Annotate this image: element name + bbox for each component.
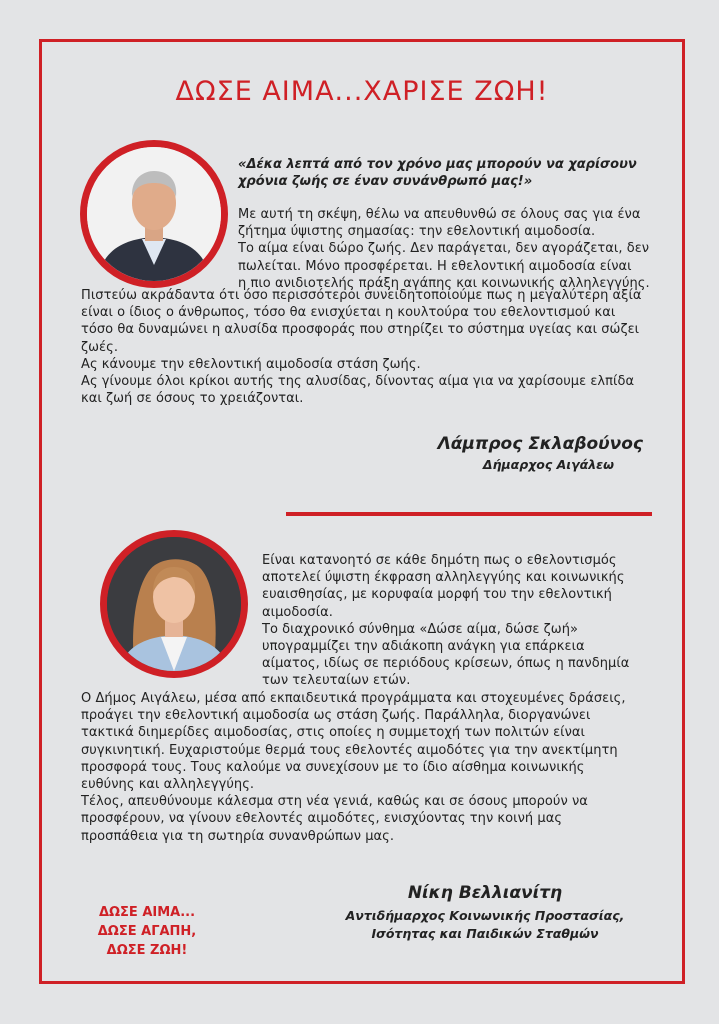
- text-line: ευθύνης και αλληλεγγύης.: [81, 777, 255, 793]
- section2-body-paragraph: [81, 690, 681, 845]
- section1-body-paragraph: [81, 287, 681, 407]
- text-line: Το διαχρονικό σύνθημα «Δώσε αίμα, δώσε ζωή»: [262, 621, 579, 637]
- slogan-line: ΔΩΣΕ ΑΓΑΠΗ,: [97, 924, 197, 939]
- text-line: Πιστεύω ακράδαντα ότι όσο περισσότεροι συνειδητοποιούμε πως η μεγαλύτερη αξία: [81, 288, 642, 303]
- mayor-portrait: [80, 140, 228, 288]
- text-line: τόσο θα δυναμώνει η αλυσίδα προσφοράς που στηρίζει το σύστημα υγείας και σώζει: [81, 322, 640, 338]
- text-line: τακτικά διημερίδες αιμοδοσίας, στις οποίες η συμμετοχή των πολιτών είναι: [81, 725, 585, 741]
- text-line: Είναι κατανοητό σε κάθε δημότη πως ο εθελοντισμός: [262, 553, 617, 568]
- text-line: Το αίμα είναι δώρο ζωής. Δεν παράγεται, δεν αγοράζεται, δεν: [238, 241, 650, 257]
- portrait-man-icon: [87, 147, 221, 281]
- mayor-name: Λάμπρος Σκλαβούνος: [437, 434, 643, 454]
- section1-intro-paragraph: [238, 206, 673, 292]
- text-line: υπογραμμίζει την αδιάκοπη ανάγκη για επάρκεια: [262, 639, 585, 655]
- text-line: προσφορά τους. Τους καλούμε να συνεχίσουν με το ίδιο αίσθημα κοινωνικής: [81, 759, 585, 775]
- text-line: ζήτημα ύψιστης σημασίας: την εθελοντική αιμοδοσία.: [238, 224, 596, 240]
- text-line: αίματος, ιδίως σε περιόδους κρίσεων, όπως η πανδημία: [262, 656, 630, 672]
- text-line: και ζωή σε όσους το χρειάζονται.: [81, 391, 304, 407]
- quote-line: «Δέκα λεπτά από τον χρόνο μας μπορούν να χαρίσουν: [238, 157, 637, 172]
- text-line: ζωές.: [81, 339, 118, 355]
- quote: [238, 156, 658, 190]
- page-title: ΔΩΣΕ ΑΙΜΑ...ΧΑΡΙΣΕ ΖΩΗ!: [175, 76, 549, 107]
- slogan-line: ΔΩΣΕ ΖΩΗ!: [106, 943, 188, 958]
- deputy-title-line: Ισότητας και Παιδικών Σταθμών: [371, 926, 599, 941]
- deputy-signature: [325, 883, 645, 943]
- text-line: Ας γίνουμε όλοι κρίκοι αυτής της αλυσίδας, δίνοντας αίμα για να χαρίσουμε ελπίδα: [81, 374, 635, 390]
- deputy-title-line: Αντιδήμαρχος Κοινωνικής Προστασίας,: [345, 908, 625, 923]
- text-line: Τέλος, απευθύνουμε κάλεσμα στη νέα γενιά, καθώς και σε όσους μπορούν να: [81, 794, 588, 810]
- text-line: Ας κάνουμε την εθελοντική αιμοδοσία στάση ζωής.: [81, 356, 421, 372]
- text-line: αποτελεί ύψιστη έκφραση αλληλεγγύης και κοινωνικής: [262, 570, 625, 586]
- section2-intro-paragraph: [262, 552, 662, 690]
- slogan: [92, 903, 202, 960]
- quote-line: χρόνια ζωής σε έναν συνάνθρωπό μας!»: [238, 174, 533, 189]
- text-line: Με αυτή τη σκέψη, θέλω να απευθυνθώ σε όλους σας για ένα: [238, 207, 641, 222]
- mayor-title: Δήμαρχος Αιγάλεω: [482, 457, 614, 472]
- text-line: Ο Δήμος Αιγάλεω, μέσα από εκπαιδευτικά προγράμματα και στοχευμένες δράσεις,: [81, 691, 626, 706]
- text-line: η πιο ανιδιοτελής πράξη αγάπης και κοινωνικής αλληλεγγύης.: [238, 275, 650, 291]
- slogan-line: ΔΩΣΕ ΑΙΜΑ...: [98, 905, 196, 920]
- deputy-name: Νίκη Βελλιανίτη: [407, 883, 563, 903]
- text-line: προσφέρουν, να γίνουν εθελοντές αιμοδότες, ενισχύοντας την κοινή μας: [81, 811, 563, 827]
- section-divider: [286, 512, 652, 516]
- text-line: των τελευταίων ετών.: [262, 673, 411, 689]
- text-line: πωλείται. Μόνο προσφέρεται. Η εθελοντική αιμοδοσία είναι: [238, 258, 632, 274]
- deputy-mayor-portrait: [100, 530, 248, 678]
- text-line: αιμοδοσία.: [262, 604, 333, 620]
- portrait-woman-icon: [107, 537, 241, 671]
- text-line: ευαισθησίας, με κορυφαία μορφή του την εθελοντική: [262, 587, 612, 603]
- text-line: προσπάθεια για τη σωτηρία συνανθρώπων μας.: [81, 828, 395, 844]
- text-line: είναι ο ίδιος ο άνθρωπος, τόσο θα ενισχύεται η κουλτούρα του εθελοντισμού και: [81, 305, 616, 321]
- text-line: προάγει την εθελοντική αιμοδοσία ως στάση ζωής. Παράλληλα, διοργανώνει: [81, 708, 591, 724]
- text-line: συγκινητική. Ευχαριστούμε θερμά τους εθελοντές αιμοδότες για την ανεκτίμητη: [81, 742, 618, 758]
